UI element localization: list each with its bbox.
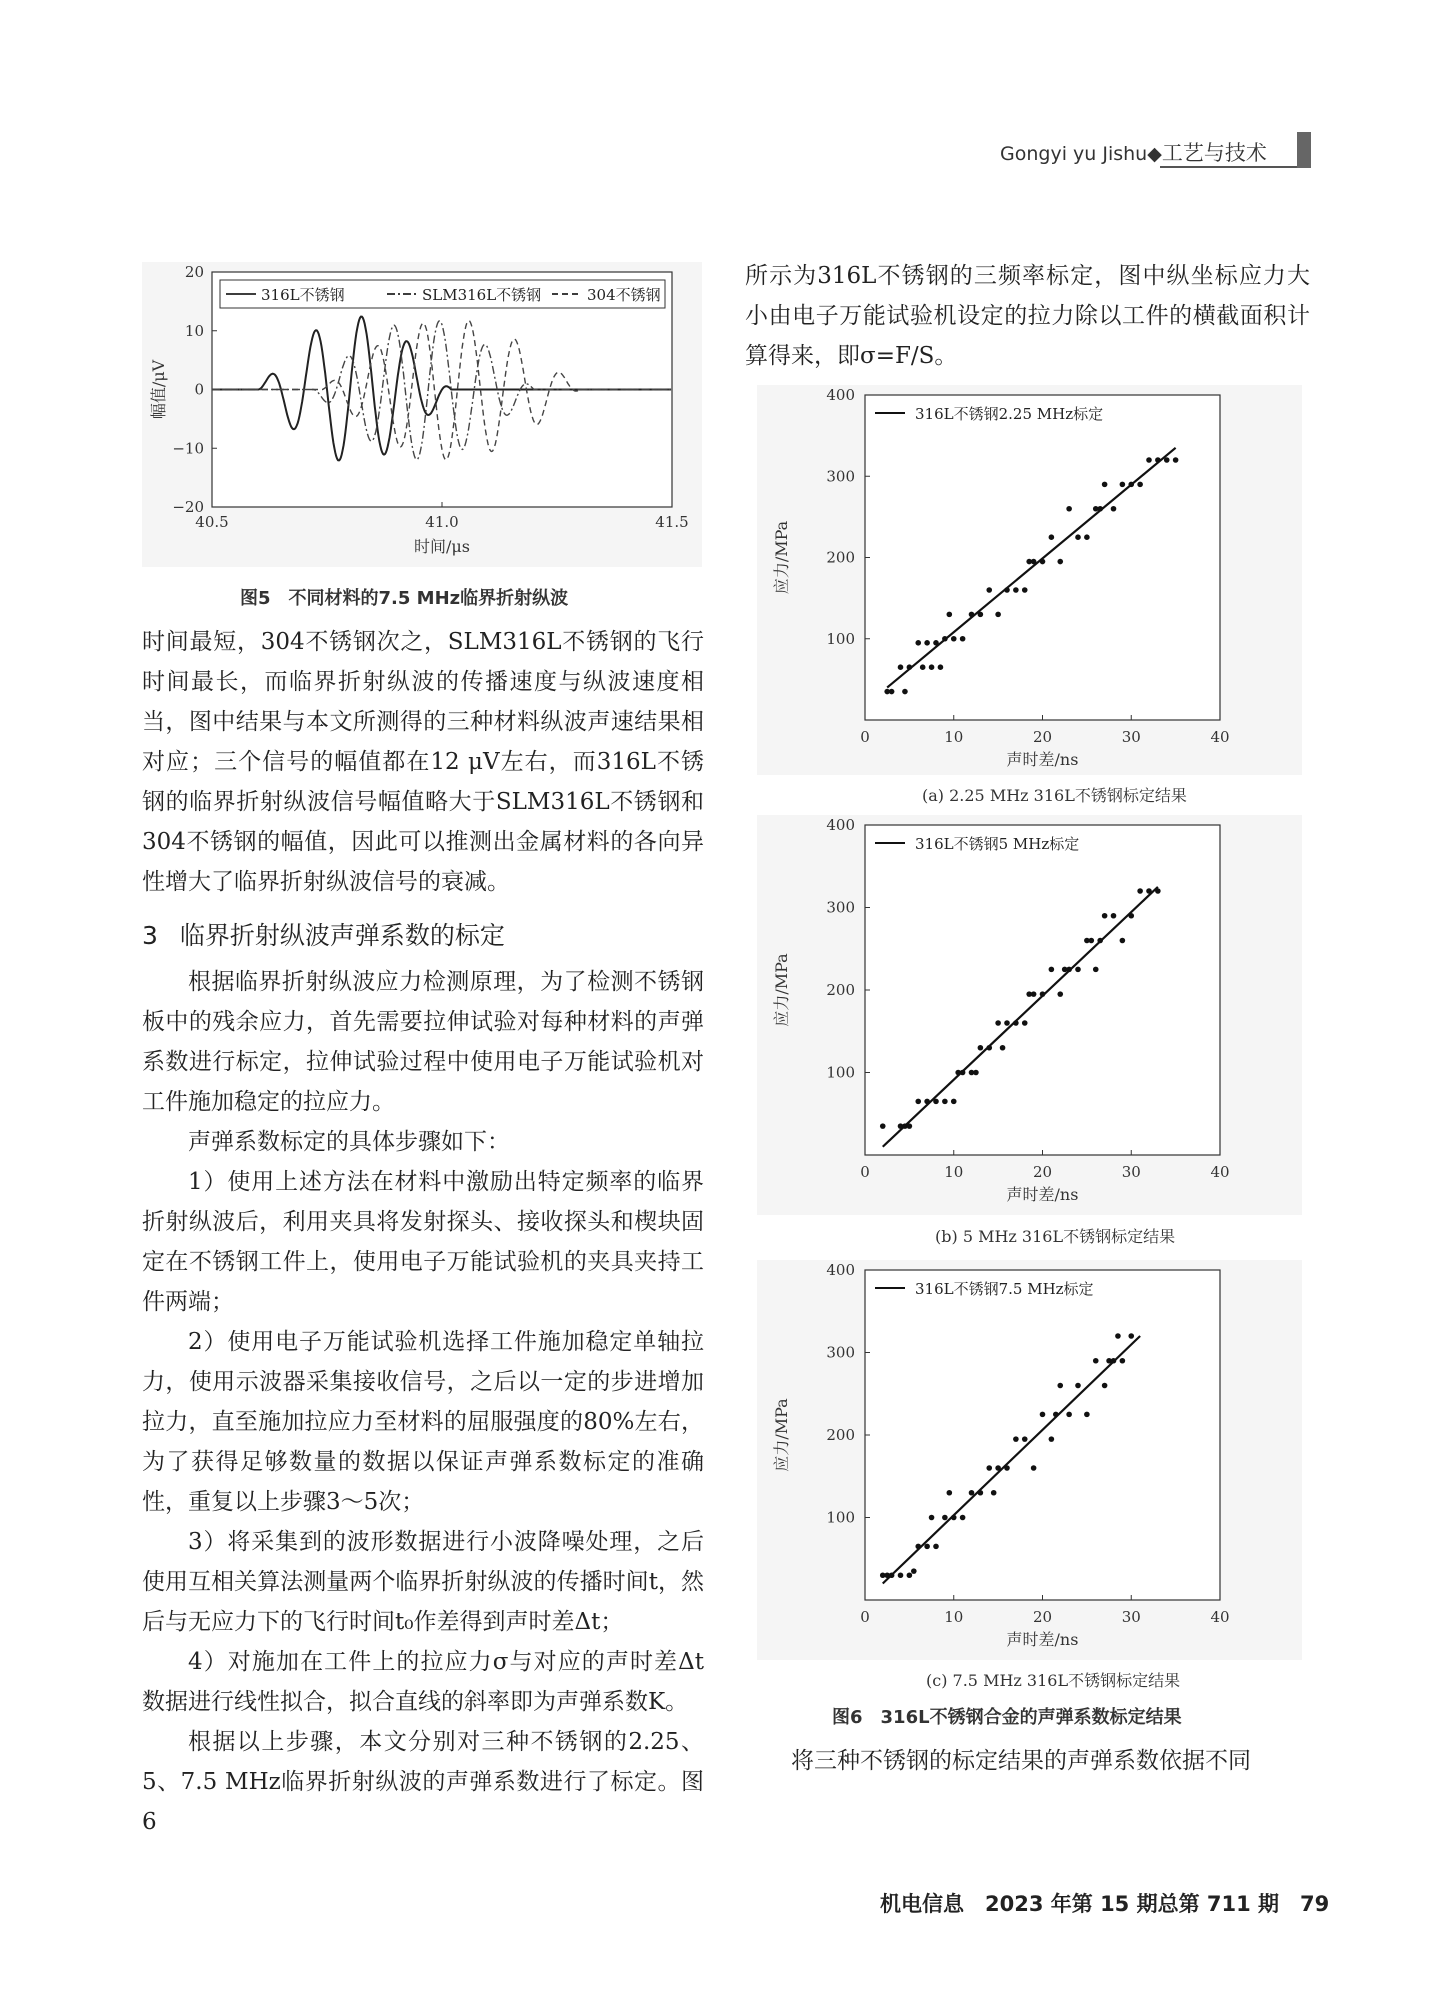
data-point (933, 1544, 939, 1550)
data-point (1120, 938, 1126, 944)
x-tick-label: 30 (1121, 728, 1141, 746)
x-tick-label: 40 (1210, 1608, 1230, 1626)
data-point (1000, 1045, 1006, 1051)
data-point (960, 636, 966, 642)
data-point (1093, 967, 1099, 973)
data-point (889, 689, 895, 695)
data-point (915, 1099, 921, 1105)
data-point (1040, 1412, 1046, 1418)
data-point (1066, 1412, 1072, 1418)
fig6b-panel (757, 815, 1302, 1215)
data-point (1146, 457, 1152, 463)
section-number: 3 (142, 921, 158, 950)
data-point (995, 1020, 1001, 1026)
data-point (1075, 1383, 1081, 1389)
x-tick-label: 0 (860, 1163, 870, 1181)
data-point (1022, 1436, 1028, 1442)
diamond-icon: ◆ (1147, 143, 1162, 165)
data-point (929, 664, 935, 670)
data-point (1120, 1358, 1126, 1364)
data-point (924, 640, 930, 646)
data-point (969, 1490, 975, 1496)
paragraph: 根据以上步骤，本文分别对三种不锈钢的2.25、5、7.5 MHz临界折射纵波的声弹系数进行了标定。图6 (142, 1729, 704, 1835)
data-point (1057, 559, 1063, 565)
data-point (986, 587, 992, 593)
paragraph: 4）对施加在工件上的拉应力σ与对应的声时差Δt数据进行线性拟合，拟合直线的斜率即为声弹系数K。 (142, 1649, 704, 1715)
y-axis-label: 应力/MPa (772, 953, 791, 1027)
y-tick-label: 10 (184, 321, 204, 340)
data-point (1111, 506, 1117, 512)
y-tick-label: −10 (172, 439, 204, 458)
y-axis-label: 应力/MPa (772, 520, 791, 595)
data-point (1111, 913, 1117, 919)
x-axis-label: 声时差/ns (1006, 750, 1079, 769)
x-axis-label: 时间/μs (413, 537, 471, 556)
fig5-panel (142, 262, 702, 567)
legend-label: 316L不锈钢2.25 MHz标定 (915, 405, 1104, 423)
data-point (995, 612, 1001, 618)
y-tick-label: 400 (826, 1261, 855, 1279)
data-point (1049, 1436, 1055, 1442)
y-axis-label: 幅值/μV (149, 359, 168, 420)
data-point (1075, 967, 1081, 973)
plot-frame (865, 825, 1220, 1155)
fig6b-chart (757, 815, 1302, 1215)
fig5-caption: 图5 不同材料的7.5 MHz临界折射纵波 (240, 588, 569, 609)
y-tick-label: 200 (826, 548, 855, 567)
paragraph: 3）将采集到的波形数据进行小波降噪处理，之后使用互相关算法测量两个临界折射纵波的传播时间t，然后与无应力下的飞行时间t₀作差得到声时差Δt； (142, 1529, 704, 1635)
paragraph: 根据临界折射纵波应力检测原理，为了检测不锈钢板中的残余应力，首先需要拉伸试验对每种材料的声弹系数进行标定，拉伸试验过程中使用电子万能试验机对工件施加稳定的拉应力。 (142, 969, 704, 1115)
data-point (1137, 482, 1143, 488)
data-point (942, 1515, 948, 1521)
data-point (1128, 1333, 1134, 1339)
data-point (1093, 1358, 1099, 1364)
x-tick-label: 40 (1210, 728, 1230, 746)
data-point (880, 1123, 886, 1129)
y-tick-label: 200 (826, 981, 855, 999)
paragraph: 将三种不锈钢的标定结果的声弹系数依据不同 (791, 1748, 1251, 1774)
x-tick-label: 40 (1210, 1163, 1230, 1181)
data-point (1102, 482, 1108, 488)
data-point (1084, 534, 1090, 540)
data-point (1031, 991, 1037, 997)
fig6a-panel (757, 385, 1302, 775)
data-point (902, 689, 908, 695)
x-tick-label: 0 (860, 1608, 870, 1626)
data-point (1075, 534, 1081, 540)
data-point (1004, 1020, 1010, 1026)
data-point (1022, 587, 1028, 593)
data-point (898, 1572, 904, 1578)
x-axis-label: 声时差/ns (1006, 1185, 1079, 1204)
data-point (1173, 457, 1179, 463)
fig6a-chart (757, 385, 1302, 775)
x-tick-label: 10 (944, 1608, 964, 1626)
data-point (973, 1070, 979, 1076)
data-point (1137, 888, 1143, 894)
y-tick-label: 100 (826, 629, 855, 648)
y-tick-label: −20 (172, 498, 204, 516)
data-point (1102, 1383, 1108, 1389)
y-tick-label: 200 (826, 1426, 855, 1444)
data-point (951, 1099, 957, 1105)
y-tick-label: 20 (184, 263, 204, 281)
fig6c-subcaption: (c) 7.5 MHz 316L不锈钢标定结果 (926, 1671, 1181, 1690)
x-tick-label: 10 (944, 728, 964, 746)
data-point (915, 640, 921, 646)
data-point (924, 1544, 930, 1550)
fig5-chart (142, 262, 702, 567)
data-point (1115, 1333, 1121, 1339)
section-heading (142, 916, 704, 952)
paragraph: 1）使用上述方法在材料中激励出特定频率的临界折射纵波后，利用夹具将发射探头、接收探头和楔块固定在不锈钢工件上，使用电子万能试验机的夹具夹持工件两端； (142, 1169, 704, 1315)
fig6b-subcaption: (b) 5 MHz 316L不锈钢标定结果 (935, 1227, 1176, 1246)
data-point (1031, 1465, 1037, 1471)
data-point (942, 1099, 948, 1105)
fig6c-panel (757, 1260, 1302, 1660)
x-tick-label: 41.0 (425, 513, 459, 531)
data-point (1013, 1436, 1019, 1442)
data-point (929, 1515, 935, 1521)
paragraph: 声弹系数标定的具体步骤如下： (188, 1129, 510, 1155)
column-name: 工艺与技术 (1161, 141, 1267, 165)
data-point (951, 636, 957, 642)
running-header (1000, 137, 1267, 167)
section-title: 临界折射纵波声弹系数的标定 (179, 921, 505, 950)
data-point (1066, 506, 1072, 512)
x-tick-label: 20 (1032, 728, 1053, 746)
data-point (978, 1045, 984, 1051)
legend-label: 316L不锈钢 (261, 286, 345, 304)
y-axis-label: 应力/MPa (772, 1398, 791, 1472)
y-tick-label: 300 (826, 467, 855, 486)
data-point (960, 1515, 966, 1521)
y-tick-label: 100 (826, 1508, 855, 1527)
data-point (938, 664, 944, 670)
x-tick-label: 0 (860, 728, 870, 746)
journal-pinyin: Gongyi yu Jishu (1000, 143, 1148, 165)
page-footer: 机电信息 2023 年第 15 期总第 711 期 79 (880, 1892, 1330, 1916)
y-tick-label: 300 (826, 1343, 855, 1362)
data-point (991, 1490, 997, 1496)
data-point (1089, 938, 1095, 944)
x-tick-label: 30 (1121, 1163, 1141, 1181)
data-point (986, 1465, 992, 1471)
fig6c-chart (757, 1260, 1302, 1660)
x-axis-label: 声时差/ns (1006, 1630, 1079, 1649)
data-point (1084, 1412, 1090, 1418)
y-tick-label: 300 (826, 898, 855, 917)
legend-label: SLM316L不锈钢 (422, 286, 542, 304)
paragraph: 2）使用电子万能试验机选择工件施加稳定单轴拉力，使用示波器采集接收信号，之后以一定的步进增加拉力，直至施加拉应力至材料的屈服强度的80%左右，为了获得足够数量的数据以保证声弹系数标定的准确性，重复以上步骤3～5次； (142, 1329, 704, 1515)
legend-label: 316L不锈钢5 MHz标定 (915, 835, 1080, 853)
data-point (898, 664, 904, 670)
paragraph: 时间最短，304不锈钢次之，SLM316L不锈钢的飞行时间最长，而临界折射纵波的传播速度与纵波速度相当，图中结果与本文所测得的三种材料纵波声速结果相对应；三个信号的幅值都在12 μV左右，而316L不锈钢的临界折射纵波信号幅值略大于SLM316L不锈钢和304不锈钢的幅值，因此可以推测出金属材料的各向异性增大了临界折射纵波信号的衰减。 (142, 629, 704, 895)
data-point (1102, 913, 1108, 919)
data-point (947, 612, 953, 618)
x-tick-label: 40.5 (195, 513, 229, 531)
data-point (907, 1572, 913, 1578)
y-tick-label: 400 (826, 386, 855, 404)
data-point (1120, 482, 1126, 488)
x-tick-label: 30 (1121, 1608, 1141, 1626)
right-column-top (745, 256, 1310, 376)
data-point (1057, 1383, 1063, 1389)
legend-label: 304不锈钢 (587, 286, 661, 304)
x-tick-label: 41.5 (655, 513, 689, 531)
data-point (947, 1490, 953, 1496)
header-bar (1297, 132, 1311, 168)
data-point (920, 664, 926, 670)
data-point (1013, 587, 1019, 593)
fig6a-subcaption: (a) 2.25 MHz 316L不锈钢标定结果 (922, 786, 1187, 805)
x-tick-label: 20 (1032, 1608, 1053, 1626)
y-tick-label: 0 (194, 380, 204, 399)
data-point (911, 1568, 917, 1574)
header-rule (1160, 166, 1310, 168)
x-tick-label: 10 (944, 1163, 964, 1181)
x-tick-label: 20 (1032, 1163, 1053, 1181)
paragraph: 所示为316L不锈钢的三频率标定，图中纵坐标应力大小由电子万能试验机设定的拉力除以工件的横截面积计算得来，即σ=F/S。 (745, 263, 1310, 369)
data-point (1022, 1020, 1028, 1026)
y-tick-label: 400 (826, 816, 855, 834)
left-column (142, 622, 704, 1842)
fig6-caption: 图6 316L不锈钢合金的声弹系数标定结果 (832, 1707, 1182, 1728)
data-point (1049, 534, 1055, 540)
right-column-bottom (745, 1741, 1310, 1781)
legend-label: 316L不锈钢7.5 MHz标定 (915, 1280, 1094, 1298)
data-point (1057, 991, 1063, 997)
data-point (1049, 967, 1055, 973)
y-tick-label: 100 (826, 1063, 855, 1082)
